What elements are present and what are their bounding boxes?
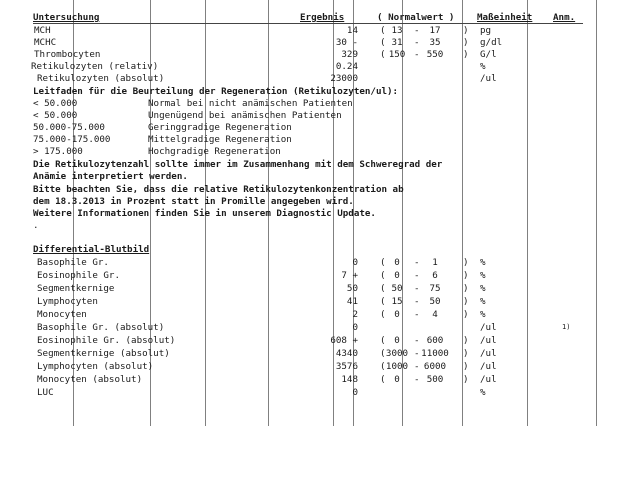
table-row xyxy=(0,257,625,268)
param-name: Basophile Gr. (absolut) xyxy=(37,322,165,333)
guide-item xyxy=(0,98,625,109)
param-unit: % xyxy=(480,296,486,307)
param-value: 4340 xyxy=(335,348,358,359)
guide-note xyxy=(0,196,625,207)
range-open: ( xyxy=(380,270,386,281)
param-name: Basophile Gr. xyxy=(37,257,109,268)
param-unit: /ul xyxy=(480,322,497,333)
param-unit: g/dl xyxy=(480,37,503,48)
range-dash: - xyxy=(414,49,420,60)
range-high: 50 xyxy=(429,296,441,307)
range-close: ) xyxy=(463,25,469,36)
param-unit: % xyxy=(480,283,486,294)
param-name: Retikulozyten (relativ) xyxy=(31,61,159,72)
param-name: Lymphocyten xyxy=(37,296,98,307)
guide-note-line: Die Retikulozytenzahl sollte immer im Zusammenhang mit dem Schweregrad der xyxy=(33,159,443,170)
range-high: 600 xyxy=(426,335,444,346)
range-close: ) xyxy=(463,374,469,385)
guide-text: Mittelgradige Regeneration xyxy=(148,134,292,145)
table-row xyxy=(0,387,625,398)
range-dash: - xyxy=(414,374,420,385)
range-dash: - xyxy=(414,348,420,359)
range-high: 4 xyxy=(432,309,438,320)
range-dash: - xyxy=(414,37,420,48)
range-low: 50 xyxy=(391,283,403,294)
table-row xyxy=(0,73,625,84)
guide-title xyxy=(0,86,625,97)
param-unit: pg xyxy=(480,25,492,36)
param-unit: /ul xyxy=(480,348,497,359)
range-high: 75 xyxy=(429,283,441,294)
param-value: 30 - xyxy=(335,37,358,48)
range-dash: - xyxy=(414,309,420,320)
guide-note-line: Weitere Informationen finden Sie in unserem Diagnostic Update. xyxy=(33,208,376,219)
range-low: 31 xyxy=(391,37,403,48)
range-high: 17 xyxy=(429,25,441,36)
param-value: 41 xyxy=(346,296,358,307)
guide-item xyxy=(0,134,625,145)
param-value: 7 + xyxy=(341,270,358,281)
param-name: Lymphocyten (absolut) xyxy=(37,361,154,372)
range-close: ) xyxy=(463,49,469,60)
param-value: 3576 xyxy=(335,361,358,372)
range-close: ) xyxy=(463,309,469,320)
table-row xyxy=(0,335,625,346)
range-low: 0 xyxy=(394,257,400,268)
table-row xyxy=(0,296,625,307)
table-row xyxy=(0,61,625,72)
range-open: ( xyxy=(380,348,386,359)
param-unit: % xyxy=(480,309,486,320)
guide-dot xyxy=(0,220,625,231)
range-high: 1 xyxy=(432,257,438,268)
guide-range: 75.000-175.000 xyxy=(33,134,111,145)
range-open: ( xyxy=(380,374,386,385)
range-high: 500 xyxy=(426,374,444,385)
range-close: ) xyxy=(463,270,469,281)
param-unit: /ul xyxy=(480,374,497,385)
guide-range: < 50.000 xyxy=(33,98,78,109)
table-row xyxy=(0,322,625,333)
param-unit: /ul xyxy=(480,335,497,346)
table-row xyxy=(0,361,625,372)
range-low: 15 xyxy=(391,296,403,307)
range-low: 150 xyxy=(388,49,406,60)
guide-text: Ungenügend bei anämischen Patienten xyxy=(148,110,342,121)
range-high: 11000 xyxy=(421,348,449,359)
table-row xyxy=(0,37,625,48)
range-close: ) xyxy=(463,257,469,268)
diff-title xyxy=(0,244,625,255)
param-name: Monocyten (absolut) xyxy=(37,374,143,385)
range-dash: - xyxy=(414,270,420,281)
range-open: ( xyxy=(380,257,386,268)
range-close: ) xyxy=(463,283,469,294)
range-open: ( xyxy=(380,309,386,320)
param-value: 0.24 xyxy=(335,61,358,72)
footnote-marker: 1) xyxy=(562,323,571,331)
param-value: 0 xyxy=(352,257,358,268)
table-row xyxy=(0,309,625,320)
range-open: ( xyxy=(380,296,386,307)
range-high: 35 xyxy=(429,37,441,48)
guide-note-line: Anämie interpretiert werden. xyxy=(33,171,188,182)
range-close: ) xyxy=(463,348,469,359)
guide-item xyxy=(0,122,625,133)
param-unit: /ul xyxy=(480,73,497,84)
range-low: 0 xyxy=(394,309,400,320)
guide-title-text: Leitfaden für die Beurteilung der Regeneration (Retikulozyten/ul): xyxy=(33,86,399,97)
guide-range: 50.000-75.000 xyxy=(33,122,105,133)
range-high: 550 xyxy=(426,49,444,60)
header-untersuchung: Untersuchung xyxy=(33,12,100,23)
table-row xyxy=(0,374,625,385)
param-name: Segmentkernige (absolut) xyxy=(37,348,170,359)
guide-note xyxy=(0,159,625,170)
param-name: Retikulozyten (absolut) xyxy=(37,73,165,84)
param-value: 2 xyxy=(352,309,358,320)
guide-note xyxy=(0,208,625,219)
range-low: 0 xyxy=(394,374,400,385)
range-high: 6 xyxy=(432,270,438,281)
range-open: ( xyxy=(380,335,386,346)
param-name: Segmentkernige xyxy=(37,283,115,294)
range-close: ) xyxy=(463,361,469,372)
param-name: LUC xyxy=(37,387,54,398)
param-value: 0 xyxy=(352,322,358,333)
guide-range: > 175.000 xyxy=(33,146,83,157)
table-row xyxy=(0,25,625,36)
header-row xyxy=(0,12,625,23)
range-dash: - xyxy=(414,296,420,307)
range-dash: - xyxy=(414,335,420,346)
param-unit: /ul xyxy=(480,361,497,372)
param-value: 14 xyxy=(346,25,358,36)
param-unit: G/l xyxy=(480,49,497,60)
guide-text: Geringgradige Regeneration xyxy=(148,122,292,133)
param-value: 608 + xyxy=(330,335,358,346)
guide-range: < 50.000 xyxy=(33,110,78,121)
range-low: 0 xyxy=(394,335,400,346)
param-value: 50 xyxy=(346,283,358,294)
range-close: ) xyxy=(463,335,469,346)
header-underline xyxy=(33,23,583,24)
param-name: Eosinophile Gr. xyxy=(37,270,120,281)
guide-note-line: Bitte beachten Sie, dass die relative Retikulozytenkonzentration ab xyxy=(33,184,404,195)
range-open: ( xyxy=(380,361,386,372)
range-open: ( xyxy=(380,37,386,48)
guide-text: Hochgradige Regeneration xyxy=(148,146,281,157)
table-row xyxy=(0,283,625,294)
guide-text: Normal bei nicht anämischen Patienten xyxy=(148,98,353,109)
range-open: ( xyxy=(380,25,386,36)
header-ergebnis: Ergebnis xyxy=(300,12,345,23)
range-open: ( xyxy=(380,49,386,60)
range-low: 3000 xyxy=(385,348,409,359)
param-name: Thrombocyten xyxy=(34,49,101,60)
range-close: ) xyxy=(463,296,469,307)
guide-note xyxy=(0,184,625,195)
range-close: ) xyxy=(463,37,469,48)
guide-note xyxy=(0,171,625,182)
range-dash: - xyxy=(414,361,420,372)
param-value: 0 xyxy=(352,387,358,398)
range-low: 1000 xyxy=(385,361,409,372)
table-row xyxy=(0,49,625,60)
range-low: 0 xyxy=(394,270,400,281)
param-name: MCH xyxy=(34,25,51,36)
table-row xyxy=(0,270,625,281)
range-dash: - xyxy=(414,283,420,294)
range-dash: - xyxy=(414,25,420,36)
param-value: 329 xyxy=(341,49,358,60)
param-name: Eosinophile Gr. (absolut) xyxy=(37,335,176,346)
guide-note-line: dem 18.3.2013 in Prozent statt in Promille angegeben wird. xyxy=(33,196,354,207)
param-unit: % xyxy=(480,387,486,398)
header-anm: Anm. xyxy=(553,12,576,23)
diff-title-text: Differential-Blutbild xyxy=(33,244,150,255)
header-normalwert: ( Normalwert ) xyxy=(377,12,455,23)
range-open: ( xyxy=(380,283,386,294)
guide-item xyxy=(0,146,625,157)
range-dash: - xyxy=(414,257,420,268)
param-name: MCHC xyxy=(34,37,57,48)
param-value: 148 xyxy=(341,374,358,385)
param-name: Monocyten xyxy=(37,309,87,320)
param-unit: % xyxy=(480,270,486,281)
range-high: 6000 xyxy=(423,361,447,372)
param-value: 23000 xyxy=(330,73,358,84)
range-low: 13 xyxy=(391,25,403,36)
table-row xyxy=(0,348,625,359)
param-unit: % xyxy=(480,61,486,72)
param-unit: % xyxy=(480,257,486,268)
guide-item xyxy=(0,110,625,121)
header-masseinheit: Maßeinheit xyxy=(477,12,533,23)
guide-dot-text: . xyxy=(33,220,39,231)
